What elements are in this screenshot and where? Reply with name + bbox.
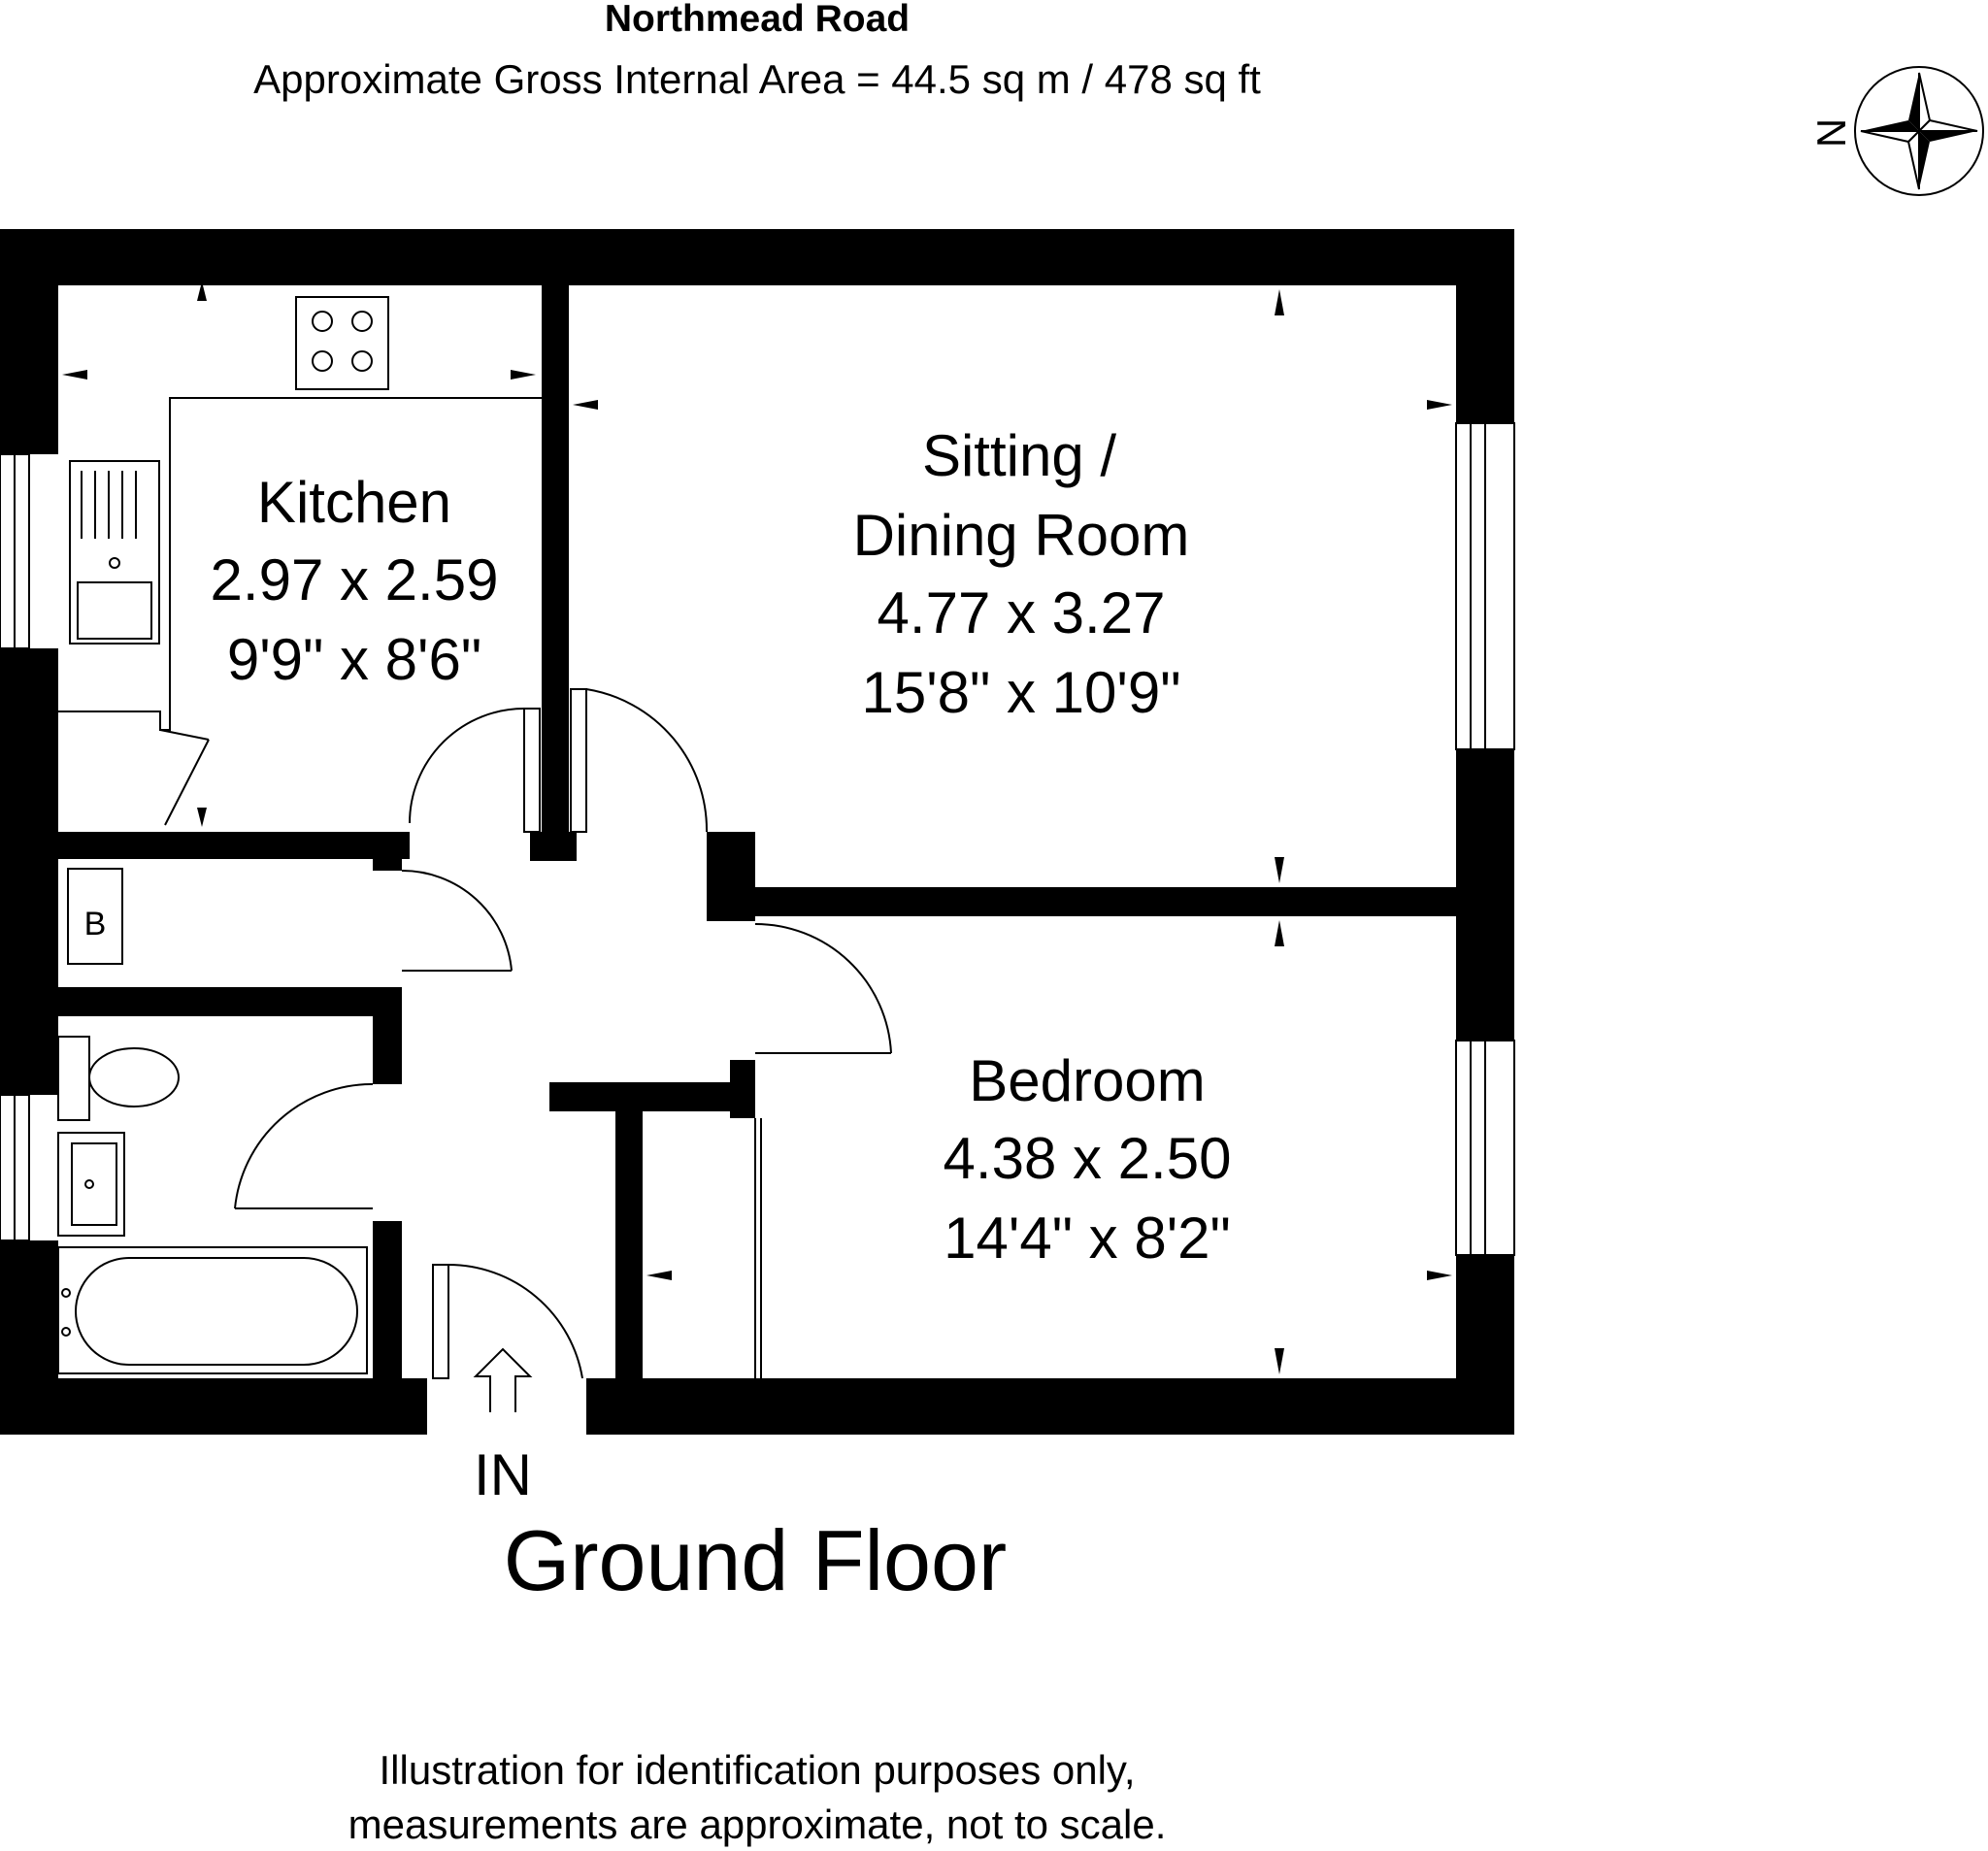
kitchen-label [211,470,499,692]
floor-label: Ground Floor [503,1512,1008,1608]
gross-area-text: Approximate Gross Internal Area = 44.5 sq m / 478 sq ft [253,56,1261,102]
disclaimer-line-1: Illustration for identification purposes only, [379,1747,1136,1793]
bath-icon [58,1247,367,1373]
sitting-room-imperial: 15'8" x 10'9" [861,660,1181,725]
boiler-label: B [83,906,107,942]
entrance-label: IN [474,1442,532,1507]
disclaimer-line-2: measurements are approximate, not to scale. [348,1801,1167,1847]
compass-north-label: N [1808,117,1854,149]
sitting-room-name-1: Sitting / [921,423,1117,488]
bedroom-name: Bedroom [969,1048,1206,1113]
sitting-room-label [853,423,1190,725]
walls [0,229,1514,1435]
property-title: Northmead Road [604,0,911,40]
bedroom-metric: 4.38 x 2.50 [943,1126,1232,1191]
compass-rose-icon [1855,67,1983,195]
bedroom-label [944,1048,1232,1271]
doors [160,689,891,1378]
toilet-icon [58,1037,179,1120]
basin-icon [58,1133,124,1236]
hob-icon [296,297,388,389]
bedroom-imperial: 14'4" x 8'2" [944,1206,1231,1271]
sitting-room-metric: 4.77 x 3.27 [877,580,1166,645]
kitchen-imperial: 9'9" x 8'6" [226,627,482,692]
kitchen-metric: 2.97 x 2.59 [210,547,499,612]
kitchen-name: Kitchen [256,470,452,535]
dimension-arrows [62,281,1452,1374]
entrance-arrow-icon [476,1349,530,1412]
sink-icon [70,461,159,644]
sitting-room-name-2: Dining Room [852,503,1190,568]
